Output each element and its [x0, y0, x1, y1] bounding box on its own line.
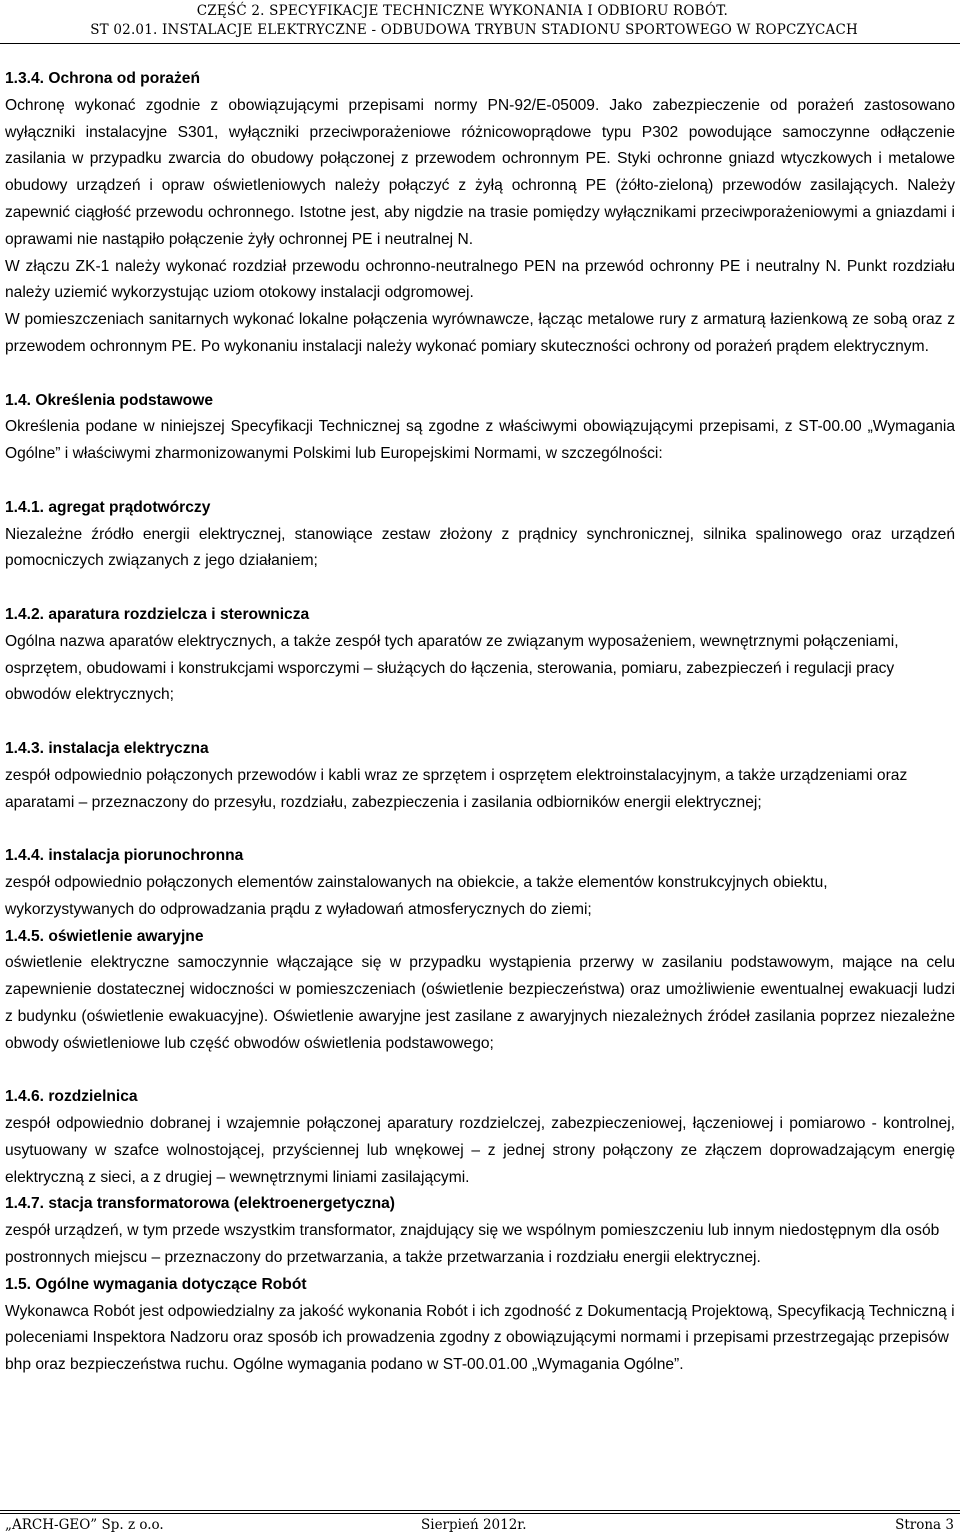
section-heading: 1.4.7. stacja transformatorowa (elektroenergetyczna) [5, 1195, 395, 1213]
paragraph: zespół odpowiednio dobranej i wzajemnie połączonej aparatury rozdzielczej, zabezpieczeniowej, łączeniowej i pomiarowo - kontrolnej, usytuowany w szafce wolnostojącej, przyściennej lub wnękowej – z jednej strony połączony ze złączem doprowadzającym energię elektryczną z sieci, a z drugiej – wewnętrznymi liniami zasilającymi. [5, 1115, 955, 1186]
section-1-3-4 [5, 66, 955, 361]
header-spec-title: ST 02.01. INSTALACJE ELEKTRYCZNE - ODBUDOWA TRYBUN STADIONU SPORTOWEGO W ROPCZYCACH [90, 22, 858, 38]
section-heading: 1.4.3. instalacja elektryczna [5, 739, 209, 757]
paragraph: Ogólna nazwa aparatów elektrycznych, a także zespół tych aparatów ze związanym wyposażeniem, wewnętrznymi połączeniami, [5, 632, 899, 650]
section-heading: 1.4. Określenia podstawowe [5, 391, 213, 409]
paragraph: Ochronę wykonać zgodnie z obowiązującymi przepisami normy PN-92/E-05009. Jako zabezpieczenie od porażeń zastosowano wyłączniki instalacyjne S301, wyłączniki przeciwporażeniowe różnicowoprądowe typu P302 powodujące samoczynne odłączenie zasilania w przypadku zwarcia do obudowy połączonej z przewodem ochronnym PE. Styki ochronne gniazd wtyczkowych i metalowe obudowy urządzeń i opraw oświetleniowych należy połączyć z żyłą ochronną PE (żółto-zieloną) przewodów zasilających. Należy zapewnić ciągłość przewodu ochronnego. Istotne jest, aby nigdzie na trasie pomiędzy wyłącznikami przeciwporażeniowymi a gniazdami i oprawami nie nastąpiło połączenie żyły ochronnej PE i neutralnej N. [5, 96, 955, 248]
section-1-4-4 [5, 843, 955, 923]
paragraph: osprzętem, obudowami i konstrukcjami wsporczymi – służących do łączenia, sterowania, pomiaru, zabezpieczeń i regulacji pracy obwodów elektrycznych; [5, 659, 895, 704]
paragraph: zespół odpowiednio połączonych elementów zainstalowanych na obiekcie, a także elementów konstrukcyjnych obiektu, wykorzystywanych do odprowadzania prądu z wyładowań atmosferycznych do ziemi; [5, 873, 828, 918]
header-part-title: CZĘŚĆ 2. SPECYFIKACJE TECHNICZNE WYKONANIA I ODBIORU ROBÓT. [196, 3, 728, 19]
paragraph: oświetlenie elektryczne samoczynnie włączające się w przypadku wystąpienia przerwy w zasilaniu podstawowym, mające na celu zapewnienie dostatecznej widoczności w pomieszczeniach (oświetlenie bezpieczeństwa) oraz umożliwienie ewentualnej ewakuacji ludzi z budynku (oświetlenie ewakuacyjne). Oświetlenie awaryjne jest zasilane z awaryjnych niezależnych źródeł zasilania poprzez niezależne obwody oświetleniowe lub część obwodów oświetlenia podstawowego; [5, 954, 955, 1052]
footer-divider [0, 1510, 960, 1511]
footer-company: „ARCH-GEO” Sp. z o.o. [5, 1517, 164, 1533]
paragraph: zespół odpowiednio połączonych przewodów i kabli wraz ze sprzętem i osprzętem elektroinstalacyjnym, a także urządzeniami oraz aparatami – przeznaczony do przesyłu, rozdziału, zabezpieczenia i zasilania odbiorników energii elektrycznej; [5, 766, 908, 811]
header-divider [0, 43, 960, 44]
paragraph: Wykonawca Robót jest odpowiedzialny za jakość wykonania Robót i ich zgodność z Dokumentacją Projektową, Specyfikacją Techniczną i poleceniami Inspektora Nadzoru oraz sposób ich prowadzenia zgodny z obowiązującymi normami i przepisami przestrzegając przepisów bhp oraz bezpieczeństwa ruchu. Ogólne wymagania podano w ST-00.01.00 „Wymagania Ogólne”. [5, 1302, 955, 1374]
spacer [5, 575, 955, 602]
spacer [5, 1057, 955, 1084]
section-heading: 1.4.5. oświetlenie awaryjne [5, 927, 204, 945]
section-1-4-7 [5, 1191, 955, 1271]
paragraph: zespół urządzeń, w tym przede wszystkim transformator, znajdujący się we wspólnym pomieszczeniu lub innym niedostępnym dla osób postronnych miejscu – przeznaczony do przetwarzania, a także przetwarzania i rozdziału energii elektrycznej. [5, 1222, 940, 1267]
paragraph: Określenia podane w niniejszej Specyfikacji Technicznej są zgodne z właściwymi obowiązującymi przepisami, z ST-00.00 „Wymagania Ogólne” i właściwymi zharmonizowanymi Polskimi lub Europejskimi Normami, w szczególności: [5, 418, 955, 463]
paragraph: Niezależne źródło energii elektrycznej, stanowiące zestaw złożony z prądnicy synchronicznej, silnika spalinowego oraz urządzeń pomocniczych związanych z jego działaniem; [5, 525, 955, 570]
page-footer [0, 1514, 960, 1540]
spacer [5, 816, 955, 843]
section-heading: 1.4.4. instalacja piorunochronna [5, 847, 244, 865]
footer-date: Sierpień 2012r. [421, 1517, 527, 1533]
paragraph: W pomieszczeniach sanitarnych wykonać lokalne połączenia wyrównawcze, łącząc metalowe rury z armaturą łazienkową ze sobą oraz z przewodem ochronnym PE. Po wykonaniu instalacji należy wykonać pomiary skuteczności ochrony od porażeń prądem elektrycznym. [5, 311, 955, 355]
paragraph: W złączu ZK-1 należy wykonać rozdział przewodu ochronno-neutralnego PEN na przewód ochronny PE i neutralny N. Punkt rozdziału należy uziemić wykorzystując uziom otokowy instalacji odgromowej. [5, 257, 955, 302]
section-heading: 1.4.2. aparatura rozdzielcza i sterownicza [5, 605, 310, 623]
section-1-4 [5, 388, 955, 468]
section-1-4-5 [5, 924, 955, 1058]
footer-page-number: Strona 3 [895, 1517, 954, 1533]
section-1-5 [5, 1272, 955, 1379]
document-body [5, 66, 955, 1379]
section-1-4-1 [5, 495, 955, 575]
page-header [0, 0, 960, 42]
section-1-4-6 [5, 1084, 955, 1191]
section-1-4-2 [5, 602, 955, 709]
spacer [5, 361, 955, 388]
section-heading: 1.5. Ogólne wymagania dotyczące Robót [5, 1275, 307, 1293]
section-heading: 1.3.4. Ochrona od porażeń [5, 70, 200, 87]
section-heading: 1.4.6. rozdzielnica [5, 1088, 138, 1106]
spacer [5, 468, 955, 495]
spacer [5, 709, 955, 736]
section-heading: 1.4.1. agregat prądotwórczy [5, 498, 211, 516]
section-1-4-3 [5, 736, 955, 816]
